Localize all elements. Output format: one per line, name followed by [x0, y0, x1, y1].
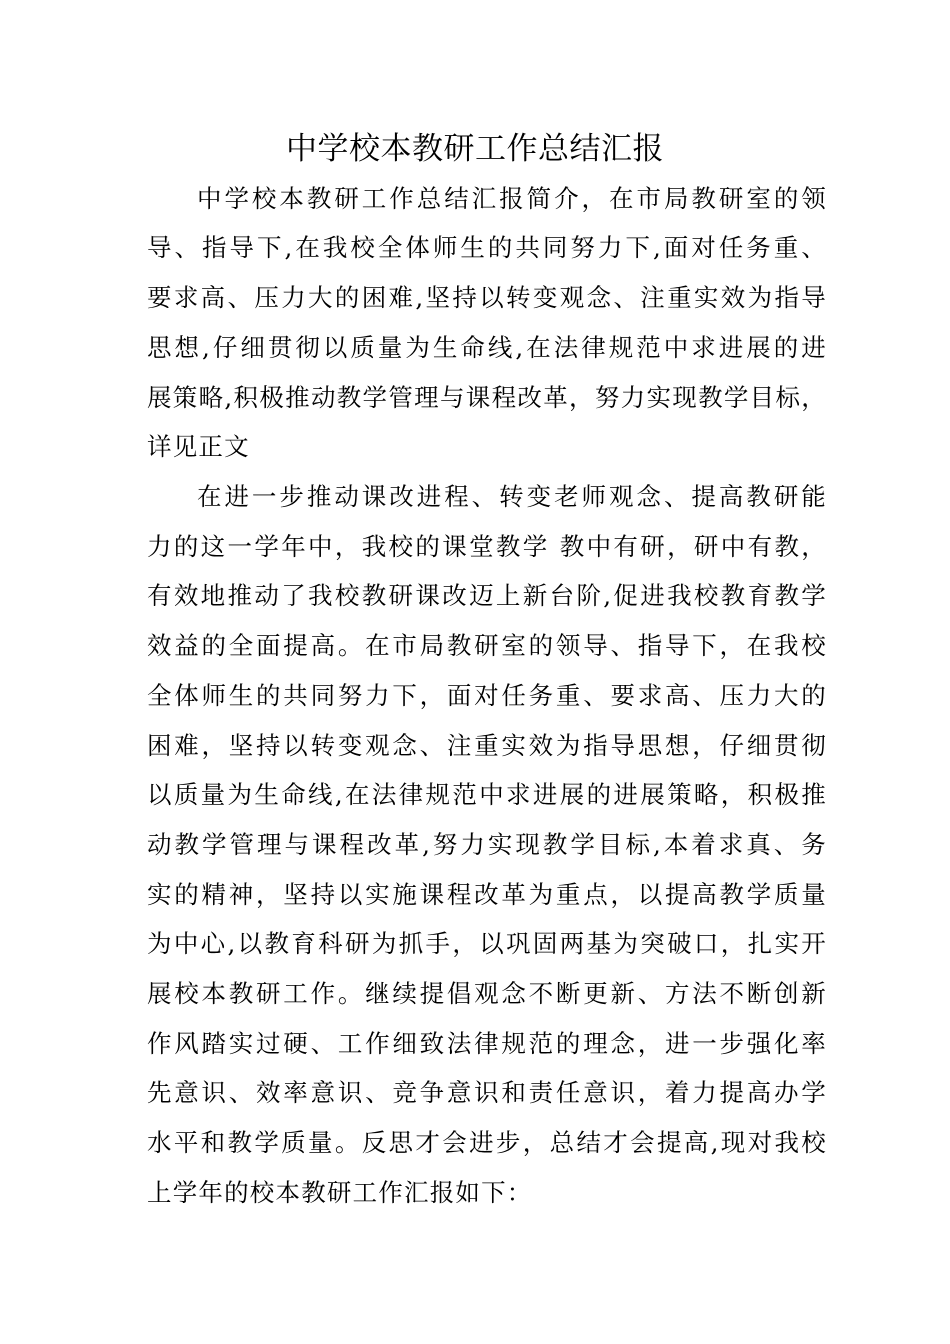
paragraph-line: 效益的全面提高。在市局教研室的领导、指导下，在我校 — [147, 631, 827, 660]
paragraph-line: 展策略,积极推动教学管理与课程改革，努力实现教学目标， — [147, 383, 827, 412]
paragraph-line: 作风踏实过硬、工作细致法律规范的理念，进一步强化率 — [147, 1029, 827, 1058]
paragraph-line: 中学校本教研工作总结汇报简介，在市局教研室的领 — [197, 184, 827, 213]
paragraph-line: 要求高、压力大的困难,坚持以转变观念、注重实效为指导 — [147, 283, 827, 312]
paragraph-line: 展校本教研工作。继续提倡观念不断更新、方法不断创新 — [147, 979, 827, 1008]
paragraph-line: 在进一步推动课改进程、转变老师观念、提高教研能 — [197, 482, 827, 511]
paragraph-line: 导、指导下,在我校全体师生的共同努力下,面对任务重、 — [147, 233, 827, 262]
paragraph-line: 实的精神，坚持以实施课程改革为重点，以提高教学质量 — [147, 880, 827, 909]
paragraph-line: 力的这一学年中，我校的课堂教学 教中有研，研中有教， — [147, 532, 827, 561]
paragraph-line: 水平和教学质量。反思才会进步，总结才会提高,现对我校 — [147, 1128, 827, 1157]
paragraph-line: 有效地推动了我校教研课改迈上新台阶,促进我校教育教学 — [147, 581, 827, 610]
paragraph-line: 详见正文 — [147, 432, 250, 461]
paragraph-line: 上学年的校本教研工作汇报如下： — [147, 1178, 533, 1207]
paragraph-line: 困难，坚持以转变观念、注重实效为指导思想，仔细贯彻 — [147, 731, 827, 760]
paragraph-line: 全体师生的共同努力下，面对任务重、要求高、压力大的 — [147, 681, 827, 710]
document-title: 中学校本教研工作总结汇报 — [286, 131, 664, 167]
paragraph-line: 为中心,以教育科研为抓手，以巩固两基为突破口，扎实开 — [147, 929, 827, 958]
paragraph-line: 先意识、效率意识、竞争意识和责任意识，着力提高办学 — [147, 1078, 827, 1107]
paragraph-line: 动教学管理与课程改革,努力实现教学目标,本着求真、务 — [147, 830, 827, 859]
paragraph-line: 以质量为生命线,在法律规范中求进展的进展策略，积极推 — [147, 780, 827, 809]
paragraph-line: 思想,仔细贯彻以质量为生命线,在法律规范中求进展的进 — [147, 333, 827, 362]
